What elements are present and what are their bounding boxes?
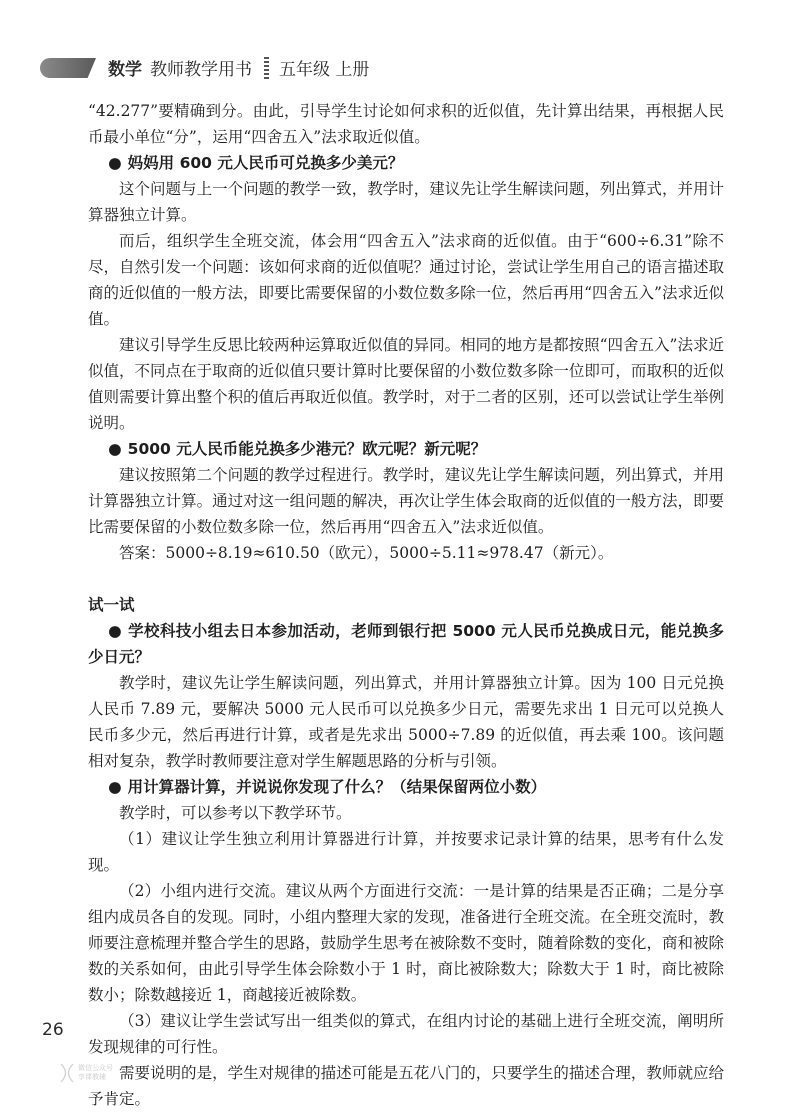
bullet-dot-icon: ● (108, 622, 123, 640)
page-body (88, 98, 724, 1112)
bullet-question-text: 学校科技小组去日本参加活动，老师到银行把 5000 元人民币兑换成日元，能兑换多少日元？ (88, 622, 724, 666)
paragraph: 而后，组织学生全班交流，体会用“四舍五入”法求商的近似值。由于“600÷6.31”除不尽，自然引发一个问题：该如何求商的近似值呢？通过讨论，尝试让学生用自己的语言描述取商的近似值的一般方法，即要比需要保留的小数位数多除一位，然后再用“四舍五入”法求近似值。 (88, 232, 724, 328)
section-title: 试一试 (88, 596, 135, 614)
bullet-question (88, 618, 724, 670)
paragraph: 建议按照第二个问题的教学过程进行。教学时，建议先让学生解读问题，列出算式，并用计算器独立计算。通过对这一组问题的解决，再次让学生体会取商的近似值的一般方法，即要比需要保留的小数位数多除一位，然后再用“四舍五入”法求近似值。 (88, 466, 724, 536)
page-number: 26 (42, 1020, 64, 1040)
header-subject: 数学 (108, 60, 142, 80)
paragraph: （3）建议让学生尝试写出一组类似的算式，在组内讨论的基础上进行全班交流，阐明所发现规律的可行性。 (88, 1012, 724, 1056)
bullet-dot-icon: ● (108, 154, 122, 172)
bullet-dot-icon: ● (108, 778, 122, 796)
bullet-question (88, 150, 724, 176)
header-book-title: 教师教学用书 (150, 60, 252, 80)
watermark-logo-icon (58, 1062, 76, 1084)
paragraph: 教学时，建议先让学生解读问题，列出算式，并用计算器独立计算。因为 100 日元兑换人民币 7.89 元，要解决 5000 元人民币可以兑换多少日元，需要先求出 1 日元可以兑换人民币多少元，然后再进行计算，或者是先求出 5000÷7.89 的近似值，再去乘 100。该问题相对复杂，教学时教师要注意对学生解题思路的分析与引领。 (88, 674, 724, 770)
paragraph: （2）小组内进行交流。建议从两个方面进行交流：一是计算的结果是否正确；二是分享组内成员各自的发现。同时，小组内整理大家的发现，准备进行全班交流。在全班交流时，教师要注意梳理并整合学生的思路，鼓励学生思考在被除数不变时，随着除数的变化，商和被除数的关系如何，由此引导学生体会除数小于 1 时，商比被除数大；除数大于 1 时，商比被除数小；除数越接近 1，商越接近被除数。 (88, 882, 724, 1004)
bullet-question-text: 妈妈用 600 元人民币可兑换多少美元？ (127, 154, 404, 172)
header-grade: 五年级 上册 (279, 60, 370, 80)
header-decoration-bar (40, 58, 96, 78)
bullet-question (88, 436, 724, 462)
watermark-line: 享课教辅 (78, 1073, 106, 1081)
paragraph: “42.277”要精确到分。由此，引导学生讨论如何求积的近似值，先计算出结果，再根据人民币最小单位“分”，运用“四舍五入”法求取近似值。 (88, 102, 724, 146)
bullet-question-text: 用计算器计算，并说说你发现了什么？（结果保留两位小数） (127, 778, 547, 796)
running-header (108, 55, 369, 80)
paragraph: 需要说明的是，学生对规律的描述可能是五花八门的，只要学生的描述合理，教师就应给予肯定。 (88, 1064, 724, 1108)
paragraph: （1）建议让学生独立利用计算器进行计算，并按要求记录计算的结果，思考有什么发现。 (88, 830, 724, 874)
header-divider (264, 57, 269, 79)
paragraph: 建议引导学生反思比较两种运算取近似值的异同。相同的地方是都按照“四舍五入”法求近似值，不同点在于取商的近似值只要计算时比要保留的小数位数多除一位即可，而取积的近似值则需要计算出整个积的值后再取近似值。教学时，对于二者的区别，还可以尝试让学生举例说明。 (88, 336, 724, 432)
paragraph: 教学时，可以参考以下教学环节。 (119, 804, 352, 822)
bullet-question (88, 774, 724, 800)
answer-paragraph: 答案：5000÷8.19≈610.50（欧元），5000÷5.11≈978.47（新元）。 (119, 544, 614, 562)
bullet-question-text: 5000 元人民币能兑换多少港元？欧元呢？新元呢？ (127, 440, 487, 458)
watermark-text (78, 1064, 113, 1082)
paragraph: 这个问题与上一个问题的教学一致，教学时，建议先让学生解读问题，列出算式，并用计算器独立计算。 (88, 180, 724, 224)
bullet-dot-icon: ● (108, 440, 122, 458)
watermark-line: 微信公众号 (78, 1064, 113, 1072)
